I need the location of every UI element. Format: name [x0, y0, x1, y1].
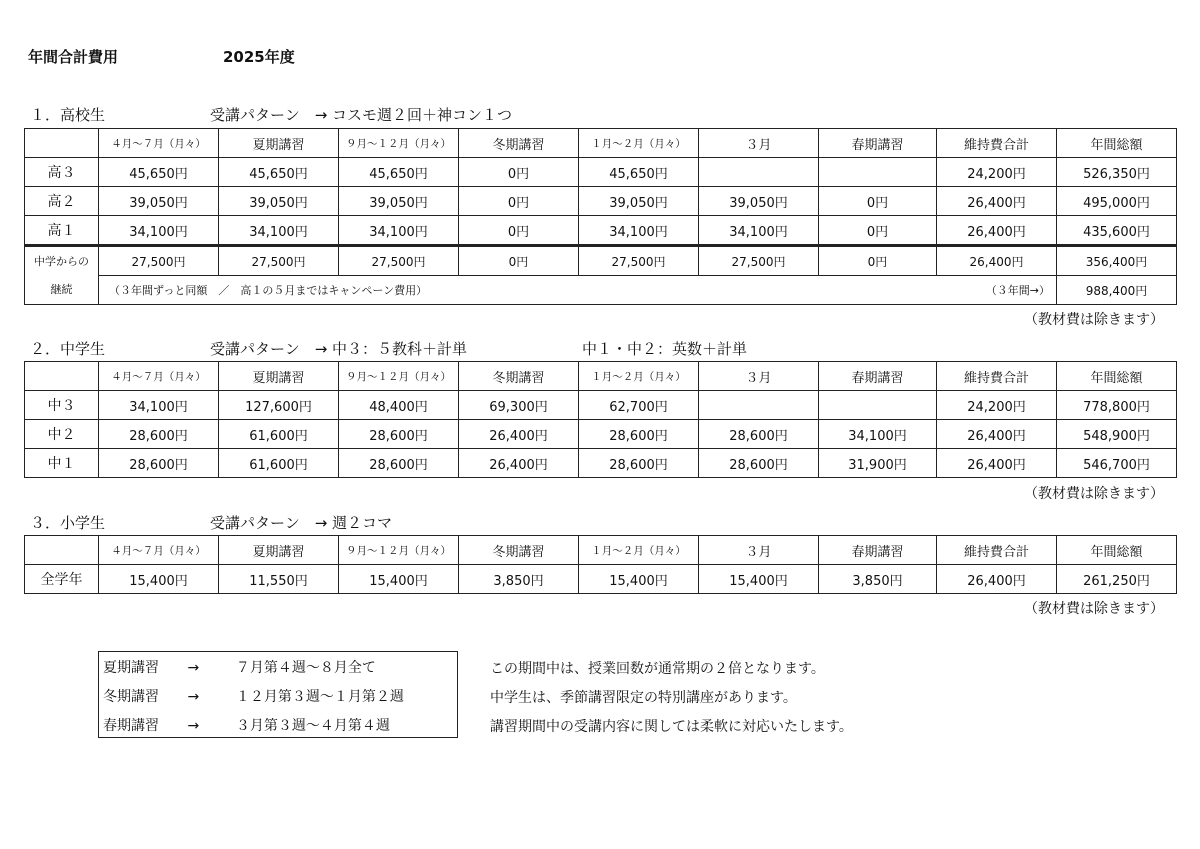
table-cell: 0円: [819, 246, 937, 276]
table-cell: 26,400円: [937, 246, 1057, 276]
table-cell: 39,050円: [579, 187, 699, 216]
elementary-exclusion-note: （教材費は除きます）: [1024, 601, 1164, 617]
legend-row-spring: [103, 715, 390, 735]
page-title: 年間合計費用: [28, 48, 119, 66]
table-cell: 0円: [819, 187, 937, 216]
table-cell: 356,400円: [1057, 246, 1177, 276]
header-cell: 年間総額: [1057, 129, 1177, 158]
table-cell: 0円: [459, 246, 579, 276]
legend-row-winter: [103, 686, 404, 706]
table-cell: 39,050円: [339, 187, 459, 216]
continuation-label-line1: 中学からの: [34, 254, 89, 268]
row-label: 中３: [25, 391, 99, 420]
table-cell: 0円: [459, 187, 579, 216]
table-row: [25, 565, 1177, 594]
table-cell: 34,100円: [339, 216, 459, 246]
row-label: 高２: [25, 187, 99, 216]
table-cell: 34,100円: [99, 391, 219, 420]
row-label: 全学年: [25, 565, 99, 594]
legend-arrow: →: [187, 718, 200, 734]
three-year-label: （３年間→）: [699, 276, 1057, 305]
table-cell: 45,650円: [339, 158, 459, 187]
table-cell: 28,600円: [339, 449, 459, 478]
table-cell: 546,700円: [1057, 449, 1177, 478]
header-cell: 維持費合計: [937, 362, 1057, 391]
table-cell: 69,300円: [459, 391, 579, 420]
info-line: この期間中は、授業回数が通常期の２倍となります。: [490, 661, 825, 677]
row-label: 高３: [25, 158, 99, 187]
three-year-total: 988,400円: [1057, 276, 1177, 305]
continuation-note: （３年間ずっと同額 ／ 高１の５月まではキャンペーン費用）: [99, 276, 699, 305]
middle-school-fee-table: [24, 361, 1177, 478]
table-cell: 45,650円: [99, 158, 219, 187]
table-cell: 27,500円: [579, 246, 699, 276]
table-cell: 39,050円: [699, 187, 819, 216]
header-cell: ４月～７月（月々）: [99, 129, 219, 158]
legend-period: １２月第３週～１月第２週: [235, 689, 404, 705]
table-cell: [819, 158, 937, 187]
header-cell: 春期講習: [819, 129, 937, 158]
table-cell: 34,100円: [219, 216, 339, 246]
info-line: 中学生は、季節講習限定の特別講座があります。: [490, 690, 797, 706]
continuation-label-line2: 継続: [50, 282, 73, 296]
table-cell: 0円: [459, 158, 579, 187]
table-cell: 26,400円: [459, 449, 579, 478]
header-cell: １月～２月（月々）: [579, 129, 699, 158]
table-row: [25, 187, 1177, 216]
legend-arrow: →: [187, 689, 200, 705]
middle-school-heading: ２．中学生: [30, 340, 106, 358]
table-cell: [819, 391, 937, 420]
table-cell: 778,800円: [1057, 391, 1177, 420]
table-cell: 127,600円: [219, 391, 339, 420]
header-cell: 夏期講習: [219, 536, 339, 565]
seasonal-course-legend: [98, 651, 458, 738]
table-cell: 28,600円: [579, 420, 699, 449]
header-cell: [25, 536, 99, 565]
table-cell: 28,600円: [99, 449, 219, 478]
table-cell: 26,400円: [937, 565, 1057, 594]
table-cell: 15,400円: [699, 565, 819, 594]
row-label: 中１: [25, 449, 99, 478]
table-cell: 495,000円: [1057, 187, 1177, 216]
table-cell: [699, 391, 819, 420]
elementary-heading: ３．小学生: [30, 514, 106, 532]
header-cell: 冬期講習: [459, 362, 579, 391]
header-cell: 年間総額: [1057, 536, 1177, 565]
table-cell: 15,400円: [579, 565, 699, 594]
table-cell: 31,900円: [819, 449, 937, 478]
legend-name: 冬期講習: [103, 689, 159, 705]
table-cell: 45,650円: [219, 158, 339, 187]
continuation-row: [25, 246, 1177, 276]
header-cell: [25, 362, 99, 391]
high-school-exclusion-note: （教材費は除きます）: [1024, 312, 1164, 328]
fiscal-year: 2025年度: [223, 48, 295, 66]
header-cell: ３月: [699, 129, 819, 158]
header-cell: 夏期講習: [219, 129, 339, 158]
table-cell: 26,400円: [937, 449, 1057, 478]
table-cell: 435,600円: [1057, 216, 1177, 246]
header-cell: １月～２月（月々）: [579, 536, 699, 565]
table-cell: 548,900円: [1057, 420, 1177, 449]
table-cell: 26,400円: [937, 187, 1057, 216]
table-cell: 34,100円: [699, 216, 819, 246]
table-row: [25, 158, 1177, 187]
table-row: [25, 391, 1177, 420]
table-cell: 62,700円: [579, 391, 699, 420]
table-cell: 39,050円: [219, 187, 339, 216]
header-cell: ４月～７月（月々）: [99, 536, 219, 565]
table-header-row: [25, 536, 1177, 565]
table-cell: 34,100円: [99, 216, 219, 246]
middle-school-exclusion-note: （教材費は除きます）: [1024, 486, 1164, 502]
middle-school-pattern: 受講パターン → 中３：５教科＋計単: [210, 340, 468, 358]
table-cell: [699, 158, 819, 187]
table-cell: 27,500円: [339, 246, 459, 276]
header-cell: ４月～７月（月々）: [99, 362, 219, 391]
table-cell: 34,100円: [579, 216, 699, 246]
table-cell: 3,850円: [819, 565, 937, 594]
table-cell: 28,600円: [339, 420, 459, 449]
row-label: 中２: [25, 420, 99, 449]
table-cell: 28,600円: [699, 420, 819, 449]
header-cell: 維持費合計: [937, 536, 1057, 565]
table-cell: 28,600円: [99, 420, 219, 449]
header-cell: ９月～１２月（月々）: [339, 129, 459, 158]
table-cell: 11,550円: [219, 565, 339, 594]
header-cell: １月～２月（月々）: [579, 362, 699, 391]
header-cell: 春期講習: [819, 362, 937, 391]
legend-arrow: →: [187, 660, 200, 676]
elementary-fee-table: [24, 535, 1177, 594]
table-cell: 15,400円: [339, 565, 459, 594]
header-cell: 維持費合計: [937, 129, 1057, 158]
table-header-row: [25, 129, 1177, 158]
header-cell: 冬期講習: [459, 536, 579, 565]
elementary-pattern: 受講パターン → 週２コマ: [210, 514, 393, 532]
table-cell: 61,600円: [219, 449, 339, 478]
table-cell: 0円: [459, 216, 579, 246]
table-cell: 526,350円: [1057, 158, 1177, 187]
header-cell: 夏期講習: [219, 362, 339, 391]
table-row: [25, 216, 1177, 246]
info-line: 講習期間中の受講内容に関しては柔軟に対応いたします。: [490, 719, 853, 735]
legend-name: 夏期講習: [103, 660, 159, 676]
table-cell: 261,250円: [1057, 565, 1177, 594]
header-cell: ３月: [699, 536, 819, 565]
table-cell: 26,400円: [937, 420, 1057, 449]
header-cell: ９月～１２月（月々）: [339, 362, 459, 391]
header-cell: ９月～１２月（月々）: [339, 536, 459, 565]
high-school-heading: １．高校生: [30, 106, 106, 124]
table-cell: 45,650円: [579, 158, 699, 187]
table-cell: 3,850円: [459, 565, 579, 594]
table-cell: 27,500円: [699, 246, 819, 276]
table-cell: 24,200円: [937, 391, 1057, 420]
table-cell: 48,400円: [339, 391, 459, 420]
legend-row-summer: [103, 657, 376, 677]
table-cell: 39,050円: [99, 187, 219, 216]
legend-period: ７月第４週～８月全て: [235, 660, 376, 676]
header-cell: 年間総額: [1057, 362, 1177, 391]
high-school-pattern: 受講パターン → コスモ週２回＋神コン１つ: [210, 106, 513, 124]
header-cell: 春期講習: [819, 536, 937, 565]
table-cell: 24,200円: [937, 158, 1057, 187]
high-school-fee-table: [24, 128, 1177, 305]
legend-name: 春期講習: [103, 718, 159, 734]
table-cell: 28,600円: [579, 449, 699, 478]
table-cell: 27,500円: [219, 246, 339, 276]
continuation-note-row: [25, 276, 1177, 305]
table-row: [25, 420, 1177, 449]
table-row: [25, 449, 1177, 478]
table-cell: 27,500円: [99, 246, 219, 276]
middle-school-pattern-2: 中１・中２：英数＋計単: [582, 340, 748, 358]
table-cell: 34,100円: [819, 420, 937, 449]
table-header-row: [25, 362, 1177, 391]
table-cell: 26,400円: [937, 216, 1057, 246]
row-label: 高１: [25, 216, 99, 246]
table-cell: 61,600円: [219, 420, 339, 449]
header-cell: [25, 129, 99, 158]
table-cell: 0円: [819, 216, 937, 246]
table-cell: 28,600円: [699, 449, 819, 478]
legend-period: ３月第３週～４月第４週: [235, 718, 390, 734]
header-cell: 冬期講習: [459, 129, 579, 158]
table-cell: 26,400円: [459, 420, 579, 449]
continuation-label: [25, 246, 99, 305]
table-cell: 15,400円: [99, 565, 219, 594]
header-cell: ３月: [699, 362, 819, 391]
